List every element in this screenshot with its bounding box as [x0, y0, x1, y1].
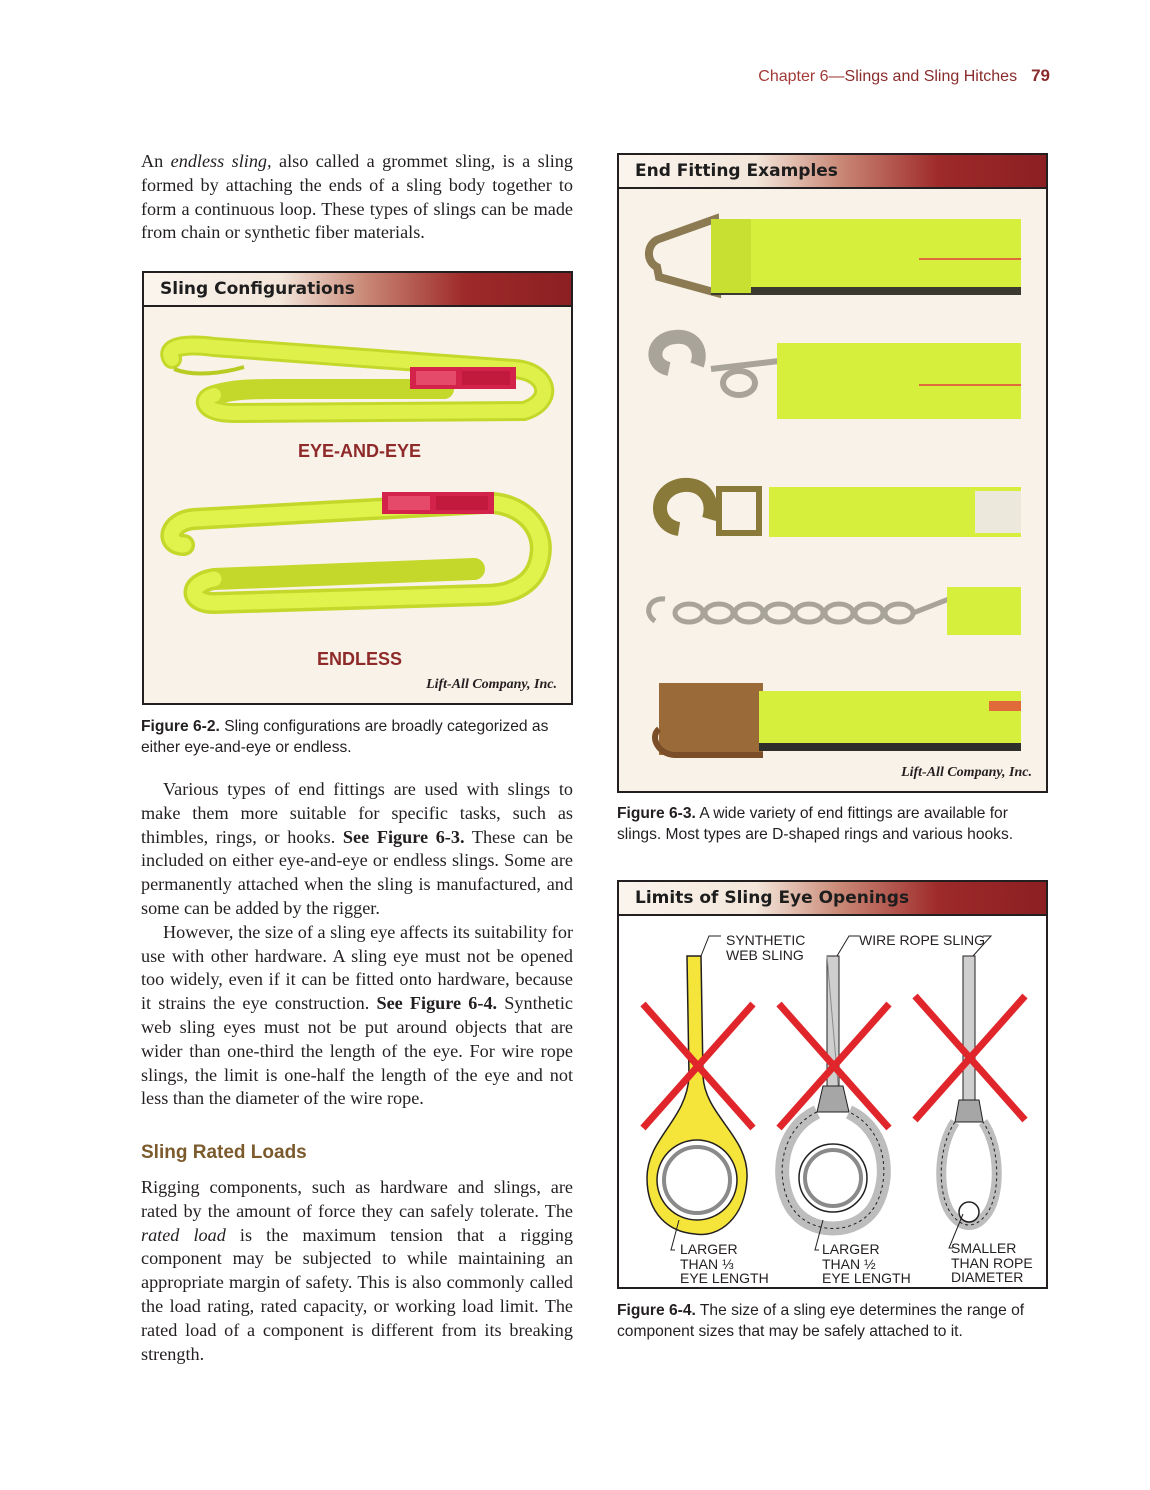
label-line: EYE LENGTH	[822, 1270, 911, 1286]
term-rated-load: rated load	[141, 1224, 226, 1245]
section-heading: Sling Rated Loads	[141, 1142, 307, 1163]
endless-sling-image	[171, 492, 541, 603]
paragraph-eye-size	[141, 921, 573, 1111]
label-line: SYNTHETIC	[726, 932, 806, 948]
figure-title: Limits of Sling Eye Openings	[619, 882, 1046, 916]
eye-and-eye-sling-image	[170, 346, 544, 414]
label-line: LARGER	[680, 1241, 738, 1257]
end-fittings-photos	[619, 189, 1046, 759]
photo-credit: Lift-All Company, Inc.	[426, 677, 557, 692]
chain-fitting-image	[649, 599, 949, 622]
label-larger-third	[680, 1242, 769, 1286]
running-head	[600, 66, 1050, 86]
wire-rope-sling-large-drawing	[782, 956, 884, 1229]
term-endless-sling: endless sling,	[170, 151, 272, 171]
label-line: SMALLER	[951, 1240, 1017, 1256]
text-run: Synthetic web sling eyes must not be put around objects that are wider than one-third the length of the eye. For wire rope slings, the limit is one-half the length of the eye and not less than the diameter of the wire rope.	[141, 993, 573, 1109]
text-run: Rigging components, such as hardware and slings, are rated by the amount of force they can safely tolerate. The	[141, 1177, 573, 1221]
caption-text: Sling configurations are broadly categorized as either eye-and-eye or endless.	[141, 718, 549, 756]
figure-caption	[617, 804, 1048, 845]
rated-loads-paragraph	[141, 1176, 573, 1366]
label-smaller-than-rope	[951, 1241, 1033, 1285]
text-run: However, the size of a sling eye affects its suitability for use with other hardware. A sling eye must not be opened too widely, even if it can be fitted onto hardware, because it strains the eye construction.	[141, 921, 573, 1014]
sling-photos	[144, 307, 571, 637]
label-larger-half	[822, 1242, 911, 1286]
body-text	[141, 778, 573, 1111]
label-synthetic-web-sling	[726, 933, 805, 962]
grab-hook-image	[655, 337, 1021, 419]
label-line: THAN ½	[822, 1255, 876, 1272]
label-line: DIAMETER	[951, 1269, 1024, 1285]
figure-title: End Fitting Examples	[619, 155, 1046, 189]
label-wire-rope-sling: WIRE ROPE SLING	[859, 932, 986, 948]
page-number: 79	[1031, 66, 1050, 85]
sling-eye-diagram	[619, 916, 1046, 1289]
figure-caption	[141, 717, 573, 758]
flat-hook-image	[655, 683, 1021, 755]
synthetic-web-sling-drawing	[647, 956, 747, 1235]
label-line: EYE LENGTH	[680, 1270, 769, 1286]
label-line: THAN ⅓	[680, 1255, 734, 1272]
caption-number: Figure 6-4.	[617, 1302, 696, 1319]
chapter-title: Slings and Sling Hitches	[844, 68, 1018, 85]
figure-reference: See Figure 6-4.	[376, 993, 498, 1014]
figure-end-fittings	[617, 153, 1048, 793]
label-endless: ENDLESS	[316, 649, 403, 669]
paragraph-end-fittings	[141, 778, 573, 921]
figure-title: Sling Configurations	[144, 273, 571, 307]
figure-reference: See Figure 6-3.	[342, 826, 465, 847]
figure-sling-configurations	[142, 271, 573, 705]
label-line: WEB SLING	[726, 946, 804, 963]
intro-text-a: An	[141, 151, 171, 171]
caption-number: Figure 6-2.	[141, 718, 220, 735]
text-run: Various types of end fittings are used with slings to make them more suitable for specific tasks, such as thimbles, rings, or hooks.	[141, 779, 573, 847]
intro-text-b: also called a grommet sling, is a sling formed by attaching the ends of a sling body together to form a continuous loop. These types of slings can be made from chain or synthetic fiber materials.	[141, 151, 573, 243]
caption-number: Figure 6-3.	[617, 805, 696, 822]
wire-rope-sling-small-drawing	[941, 956, 997, 1225]
label-eye-and-eye: EYE-AND-EYE	[297, 441, 422, 461]
label-line: THAN ROPE	[951, 1254, 1033, 1271]
intro-paragraph	[141, 150, 573, 245]
figure-sling-eye-openings	[617, 880, 1048, 1289]
caption-text: The size of a sling eye determines the range of component sizes that may be safely attached to it.	[617, 1302, 1025, 1340]
label-line: LARGER	[822, 1241, 880, 1257]
photo-credit: Lift-All Company, Inc.	[901, 765, 1032, 780]
text-run: is the maximum tension that a rigging component may be subjected to while maintaining an appropriate margin of safety. This is also commonly called the load rating, rated capacity, or working load limit. The rated load of a component is different from its breaking strength.	[141, 1224, 573, 1364]
d-ring-fitting-image	[649, 219, 1021, 295]
caption-text: A wide variety of end fittings are available for slings. Most types are D-shaped rings and various hooks.	[617, 805, 1014, 843]
snap-hook-image	[660, 485, 1021, 537]
text-run: These can be included on either eye-and-eye or endless slings. Some are permanently attached when the sling is manufactured, and some can be added by the rigger.	[141, 826, 573, 918]
chapter-label: Chapter 6—	[758, 68, 845, 85]
figure-caption	[617, 1301, 1048, 1342]
